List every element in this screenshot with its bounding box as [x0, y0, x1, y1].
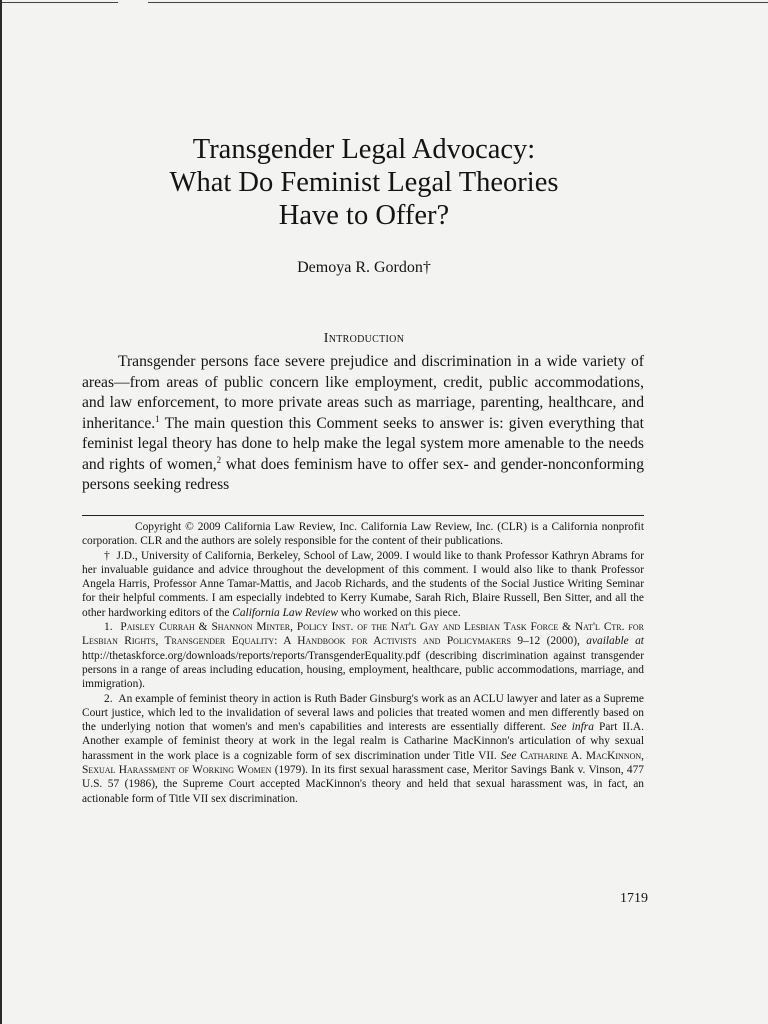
footnote-2 [82, 692, 644, 806]
title-line-2: What Do Feminist Legal Theories [169, 167, 559, 198]
intro-paragraph [82, 352, 644, 496]
intro-text-1: Transgender persons face severe prejudice and discrimination in a wide variety of areas—from areas of public concern like employment, credit, public accommodations, and law enforcement, to more private areas such as marriage, parenting, healthcare, and inheritance. [82, 353, 644, 432]
footnote-2-see-infra: See infra [550, 721, 594, 734]
article-title [80, 133, 648, 232]
footnote-1-rest: http://thetaskforce.org/downloads/reports/reports/TransgenderEquality.pdf (describing discrimination against transgender persons in a range of areas including education, housing, employment, healthcare, public accommodations, marriage, and immigration). [82, 649, 644, 691]
footnote-rule [82, 515, 644, 516]
footnote-2-see: See [500, 749, 517, 762]
footnote-1-number: 1. [104, 621, 113, 634]
footnote-ref-2: 2 [216, 454, 222, 465]
footnote-2-text-a: An example of feminist theory in action is Ruth Bader Ginsburg's work as an ACLU lawyer and later as a Supreme Court justice, which led to the invalidation of several laws and policies that treated women and men differently based on the underlying notion that women's and men's capabilities and interests are essentially different. [82, 692, 644, 734]
footnote-1-available: available at [586, 635, 644, 648]
footnote-ref-1: 1 [155, 413, 160, 424]
author-dagger: † [422, 259, 431, 276]
page-left-edge [0, 0, 2, 1024]
footnote-1 [82, 620, 644, 691]
dagger-text-end: who worked on this piece. [337, 606, 461, 619]
footnote-2-book: Catharine A. MacKinnon, Sexual Harassment of Working Women [82, 749, 644, 777]
journal-name: California Law Review [232, 606, 338, 619]
author-line [80, 259, 648, 277]
footnote-1-pages: 9–12 (2000), [510, 635, 587, 648]
footnote-dagger [82, 549, 644, 620]
footnote-1-authors: Paisley Currah & Shannon Minter, Policy Inst. of the Nat'l Gay and Lesbian Task Force & Nat'l Ctr. for Lesbian Rights, Transgender Equality: A Handbook for Activists and Policymakers [82, 621, 644, 648]
section-heading: Introduction [323, 331, 405, 346]
top-border-line [0, 2, 768, 3]
footnote-2-text-c: (1979). In its first sexual harassment case, Meritor Savings Bank v. Vinson, 477 U.S. 57 (1986), the Supreme Court accepted MacKinnon's theory and held that sexual harassment was, in fact, an actionable form of Title VII sex discrimination. [82, 764, 644, 805]
top-border-gap [118, 0, 148, 5]
footnotes [82, 520, 644, 806]
page-number: 1719 [620, 891, 648, 906]
dagger-text: J.D., University of California, Berkeley, School of Law, 2009. I would like to thank Professor Kathryn Abrams for her invaluable guidance and advice throughout the development of this comment. I would also like to thank Professor Angela Harris, Professor Anne Tamar-Mattis, and Jacob Richards, and the students of the Social Justice Writing Seminar for their helpful comments. I am especially indebted to Kerry Kumabe, Sarah Rich, Blaire Russell, Ben Sitter, and all the other hardworking editors of the [82, 549, 644, 619]
dagger-mark: † [104, 549, 111, 562]
intro-text-3: what does feminism have to offer sex- and gender-nonconforming persons seeking redress [82, 455, 644, 493]
title-line-1: Transgender Legal Advocacy: [192, 134, 536, 165]
footnote-2-text-b: Part II.A. Another example of feminist theory at work in the legal realm is Catharine MacKinnon's articulation of why sexual harassment in the work place is a cognizable form of sex discrimination under Title VII. [82, 721, 645, 762]
footnote-2-number: 2. [104, 692, 113, 705]
intro-text-2: The main question this Comment seeks to answer is: given everything that feminist legal theory has done to help make the legal system more amenable to the needs and rights of women, [82, 414, 644, 473]
title-line-3: Have to Offer? [278, 200, 450, 231]
copyright-note: Copyright © 2009 California Law Review, Inc. California Law Review, Inc. (CLR) is a California nonprofit corporation. CLR and the authors are solely responsible for the content of their publications. [82, 521, 644, 548]
author-name: Demoya R. Gordon [297, 259, 423, 276]
